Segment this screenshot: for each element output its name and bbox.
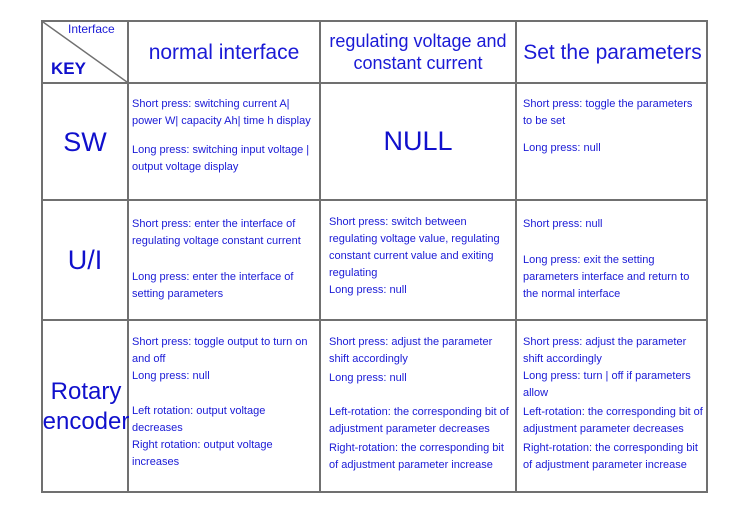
key-label: KEY	[51, 59, 86, 78]
ui-regulating-long: Long press: null	[329, 284, 407, 296]
ui-normal-long: Long press: enter the interface of setting parameters	[132, 271, 294, 300]
rotary-normal-right: Right rotation: output voltage increases	[132, 439, 273, 468]
corner-cell	[43, 22, 127, 82]
rotary-params-right: Right-rotation: the corresponding bit of adjustment parameter increase	[523, 442, 698, 471]
ui-params-short: Short press: null	[523, 218, 603, 230]
row-divider	[43, 199, 706, 201]
rotary-normal-cell	[132, 334, 316, 490]
rotary-params-cell	[523, 334, 705, 490]
ui-regulating-short: Short press: switch between regulating voltage value, regulating constant current value and exiting regulating	[329, 216, 500, 279]
rotary-normal-left: Left rotation: output voltage decreases	[132, 405, 266, 434]
sw-params-long: Long press: null	[523, 142, 601, 154]
key-ui: U/I	[67, 245, 103, 275]
ui-normal-cell	[132, 216, 318, 316]
rotary-regulating-cell	[329, 334, 513, 490]
ui-params-cell	[523, 216, 703, 316]
key-rotary-encoder: Rotary encoder	[42, 378, 130, 435]
rotary-params-long: Long press: turn | off if parameters allow	[523, 370, 691, 399]
sw-normal-long: Long press: switching input voltage | output voltage display	[132, 144, 310, 173]
ui-params-long: Long press: exit the setting parameters interface and return to the normal interface	[523, 254, 690, 300]
column-divider	[515, 22, 517, 491]
interface-label: Interface	[68, 22, 115, 36]
header-normal-interface: normal interface	[148, 40, 300, 64]
rotary-normal-short: Short press: toggle output to turn on and off	[132, 336, 308, 365]
rotary-regulating-right: Right-rotation: the corresponding bit of adjustment parameter increase	[329, 442, 504, 471]
header-set-parameters: Set the parameters	[523, 40, 702, 64]
rotary-regulating-short: Short press: adjust the parameter shift accordingly	[329, 336, 493, 365]
ui-regulating-cell	[329, 214, 513, 318]
sw-params-short: Short press: toggle the parameters to be set	[523, 98, 693, 127]
sw-normal-short: Short press: switching current A| power W| capacity Ah| time h display	[132, 98, 311, 127]
rotary-params-short: Short press: adjust the parameter shift accordingly	[523, 336, 687, 365]
header-regulating: regulating voltage and constant current	[329, 31, 507, 73]
sw-regulating-null: NULL	[383, 126, 453, 156]
ui-normal-short: Short press: enter the interface of regulating voltage constant current	[132, 218, 301, 247]
key-sw: SW	[63, 126, 107, 157]
rotary-params-left: Left-rotation: the corresponding bit of adjustment parameter decreases	[523, 406, 703, 435]
rotary-regulating-left: Left-rotation: the corresponding bit of adjustment parameter decreases	[329, 406, 509, 435]
row-divider	[43, 319, 706, 321]
sw-params-cell	[523, 96, 703, 196]
key-function-table	[41, 20, 708, 493]
rotary-normal-long: Long press: null	[132, 370, 210, 382]
sw-normal-cell	[132, 96, 318, 196]
rotary-regulating-long: Long press: null	[329, 372, 407, 384]
